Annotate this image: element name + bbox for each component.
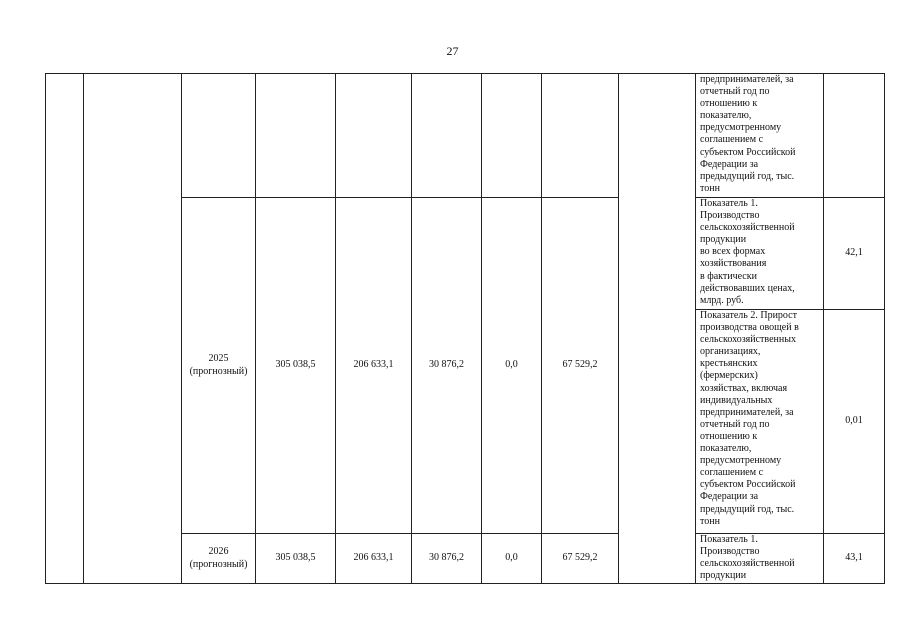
year-note: (прогнозный): [189, 558, 248, 570]
local-budget-cell: 0,0: [482, 534, 542, 584]
federal-budget-cell: 206 633,1: [336, 534, 412, 584]
federal-budget-cell: [336, 74, 412, 198]
extrabudgetary-cell: [542, 74, 619, 198]
indicator-value-cell: [824, 74, 885, 198]
federal-budget-cell: 206 633,1: [336, 198, 412, 534]
local-budget-cell: 0,0: [482, 198, 542, 534]
indicator-cell: Показатель 1. Производство сельскохозяйственной продукции: [696, 534, 824, 584]
regional-budget-cell: [412, 74, 482, 198]
indicator-value-cell: 0,01: [824, 310, 885, 534]
indicator-cell: предпринимателей, за отчетный год по отношению к показателю, предусмотренному соглашением с субъектом Российской Федерации за предыдущий год, тыс. тонн: [696, 74, 824, 198]
extrabudgetary-cell: 67 529,2: [542, 534, 619, 584]
page-number: 27: [446, 44, 459, 58]
indicator-cell: Показатель 2. Прирост производства овощей в сельскохозяйственных организациях, крестьянских (фермерских) хозяйствах, включая индивидуальных предпринимателей, за отчетный год по отношению к показателю, предусмотренному соглашением с субъектом Российской Федерации за предыдущий год, тыс. тонн: [696, 310, 824, 534]
table-row: [46, 74, 885, 198]
total-cell: 305 038,5: [256, 534, 336, 584]
total-cell: 305 038,5: [256, 198, 336, 534]
year-note: (прогнозный): [189, 365, 248, 377]
indicator-value-cell: 42,1: [824, 198, 885, 310]
year-cell: [182, 198, 256, 534]
extrabudgetary-cell: 67 529,2: [542, 198, 619, 534]
indicator-cell: Показатель 1. Производство сельскохозяйственной продукции во всех формах хозяйствования в фактически действовавших ценах, млрд. руб.: [696, 198, 824, 310]
regional-budget-cell: 30 876,2: [412, 198, 482, 534]
year-label: 2025: [208, 353, 229, 365]
regional-budget-cell: 30 876,2: [412, 534, 482, 584]
year-label: 2026: [208, 546, 229, 558]
year-cell: [182, 74, 256, 198]
local-budget-cell: [482, 74, 542, 198]
name-cell: [84, 74, 182, 584]
number-cell: [46, 74, 84, 584]
total-cell: [256, 74, 336, 198]
budget-table: [45, 73, 885, 584]
responsible-cell: [619, 74, 696, 584]
year-cell: [182, 534, 256, 584]
indicator-value-cell: 43,1: [824, 534, 885, 584]
